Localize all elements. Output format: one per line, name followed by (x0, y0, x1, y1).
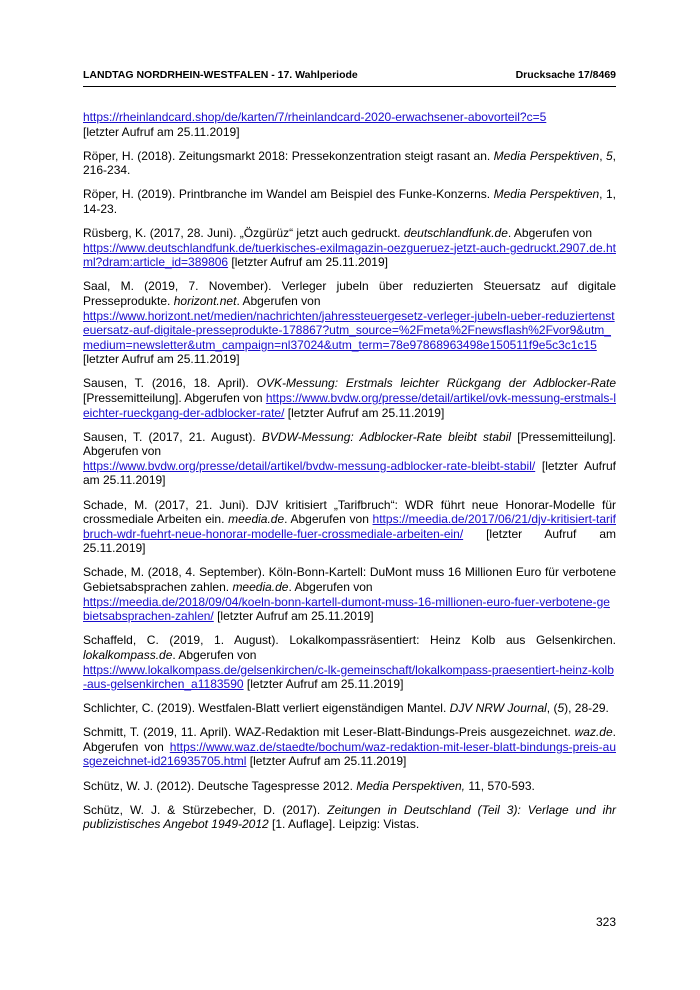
reference-entry (83, 701, 616, 716)
reference-link[interactable]: https://www.waz.de/staedte/bochum/waz-redaktion-mit-leser-blatt-bindungs-preis-ausgezeichnet-id216935705.html (83, 739, 616, 769)
reference-text: [letzter Aufruf am 25.11.2019] (83, 526, 616, 556)
reference-italic-text: Media Perspektiven (493, 187, 600, 202)
reference-italic-text: deutschlandfunk.de (403, 226, 508, 241)
reference-text: [Pressemitteilung]. Abgerufen von (83, 429, 616, 459)
reference-entry (83, 565, 616, 623)
reference-text: , ( (546, 701, 558, 716)
reference-text: . Abgerufen von (236, 293, 321, 308)
reference-text: Röper, H. (2018). Zeitungsmarkt 2018: Pressekonzentration steigt rasant an. (83, 148, 494, 163)
reference-text: [letzter Aufruf am 25.11.2019] (284, 405, 445, 420)
reference-entry (83, 226, 616, 270)
reference-text: . Abgerufen von (284, 512, 373, 527)
reference-text: Schaffeld, C. (2019, 1. August). Lokalkompassräsentiert: Heinz Kolb aus Gelsenkirchen. (83, 633, 616, 648)
reference-italic-text: DJV NRW Journal (449, 701, 547, 716)
reference-italic-text: Zeitungen in Deutschland (Teil 3): Verlage und ihr publizistisches Angebot 1949-2012 (83, 802, 616, 832)
reference-text: [letzter Aufruf am 25.11.2019] (83, 458, 616, 488)
reference-italic-text: OVK-Messung: Erstmals leichter Rückgang der Adblocker-Rate (256, 376, 617, 391)
reference-text: Sausen, T. (2016, 18. April). (83, 376, 257, 391)
reference-entry (83, 498, 616, 556)
reference-text: Schlichter, C. (2019). Westfalen-Blatt verliert eigenständigen Mantel. (83, 701, 450, 716)
reference-link[interactable]: https://meedia.de/2018/09/04/koeln-bonn-kartell-dumont-muss-16-millionen-euro-fuer-verbotene-gebietsabsprachen-zahlen/ (83, 594, 610, 624)
reference-text: [letzter Aufruf am 25.11.2019] (228, 255, 388, 270)
reference-link[interactable]: https://meedia.de/2017/06/21/djv-kritisiert-tarifbruch-wdr-fuehrt-neue-honorar-modelle-fuer-crossmediale-arbeiten-ein/ (83, 512, 616, 541)
document-number: Drucksache 17/8469 (515, 69, 616, 81)
page-header (83, 66, 616, 87)
page-number: 323 (595, 915, 616, 929)
reference-entry (83, 279, 616, 367)
reference-entry (83, 430, 616, 488)
reference-italic-text: Media Perspektiven, (356, 778, 465, 793)
reference-link[interactable]: https://www.bvdw.org/presse/detail/artikel/ovk-messung-erstmals-leichter-rueckgang-der-adblocker-rate/ (83, 391, 616, 420)
reference-text: Schütz, W. J. & Stürzebecher, D. (2017). (83, 802, 328, 817)
reference-text: Schade, M. (2018, 4. September). Köln-Bonn-Kartell: DuMont muss 16 Millionen Euro für verbotene Gebietsabsprachen zahlen. (83, 565, 616, 595)
reference-text: [letzter Aufruf am 25.11.2019] (246, 754, 407, 769)
reference-entry (83, 803, 616, 832)
reference-italic-text: 5 (605, 148, 613, 163)
reference-text: [Pressemitteilung]. Abgerufen von (83, 391, 266, 405)
reference-entry (83, 149, 616, 178)
reference-text: . Abgerufen von (83, 725, 616, 754)
reference-text: , 216-234. (83, 148, 617, 178)
reference-text: 11, 570-593. (465, 778, 535, 793)
reference-entry (83, 110, 616, 139)
reference-list (83, 110, 616, 841)
reference-text: . Abgerufen von (288, 580, 373, 595)
reference-text: , (599, 148, 606, 163)
reference-text: Saal, M. (2019, 7. November). Verleger jubeln über reduzierten Steuersatz auf digitale Presseprodukte. (83, 279, 616, 308)
reference-entry (83, 633, 616, 691)
reference-text: . Abgerufen von (172, 647, 257, 662)
reference-italic-text: meedia.de (232, 580, 289, 595)
reference-italic-text: horizont.net (173, 293, 237, 308)
reference-link[interactable]: https://www.bvdw.org/presse/detail/artikel/bvdw-messung-adblocker-rate-bleibt-stabil/ (83, 458, 536, 473)
reference-link[interactable]: https://www.horizont.net/medien/nachrichten/jahressteuergesetz-verleger-jubeln-ueber-reduziertensteuersatz-auf-digitale-presseprodukte-178867?utm_source=%2Fmeta%2Fnewsflash%2Fvor9&utm_medium=newsletter&utm_campaign=nl37024&utm_term=78e97868963498e150511f9e5c3c1c15 (83, 308, 615, 352)
reference-entry (83, 725, 616, 769)
reference-text: Schütz, W. J. (2012). Deutsche Tagespresse 2012. (83, 778, 357, 793)
reference-text: . Abgerufen von (507, 226, 592, 241)
header-title: LANDTAG NORDRHEIN-WESTFALEN - 17. Wahlperiode (83, 69, 358, 81)
reference-text: , 1, 14-23. (83, 187, 617, 216)
reference-italic-text: 5 (557, 701, 565, 716)
reference-text: [letzter Aufruf am 25.11.2019] (83, 124, 240, 139)
reference-text: Sausen, T. (2017, 21. August). (83, 429, 262, 444)
reference-italic-text: lokalkompass.de (83, 647, 173, 662)
reference-entry (83, 376, 616, 420)
reference-text: [letzter Aufruf am 25.11.2019] (213, 609, 374, 624)
reference-link[interactable]: https://www.lokalkompass.de/gelsenkirchen/c-lk-gemeinschaft/lokalkompass-praesentiert-heinz-kolb-aus-gelsenkirchen_a1183590 (83, 662, 614, 692)
reference-text: [1. Auflage]. Leipzig: Vistas. (268, 817, 420, 832)
reference-italic-text: waz.de (574, 725, 613, 740)
reference-italic-text: Media Perspektiven (493, 148, 600, 163)
reference-italic-text: meedia.de (228, 512, 285, 527)
reference-text: [letzter Aufruf am 25.11.2019] (83, 352, 240, 367)
reference-text: Rüsberg, K. (2017, 28. Juni). „Özgürüz“ jetzt auch gedruckt. (83, 226, 404, 241)
reference-text: ), 28-29. (564, 701, 609, 716)
reference-text: Schmitt, T. (2019, 11. April). WAZ-Redaktion mit Leser-Blatt-Bindungs-Preis ausgezeichnet. (83, 725, 575, 740)
reference-entry (83, 187, 616, 216)
reference-italic-text: BVDW-Messung: Adblocker-Rate bleibt stabil (261, 429, 512, 444)
reference-text: Röper, H. (2019). Printbranche im Wandel am Beispiel des Funke-Konzerns. (83, 187, 494, 202)
reference-text: [letzter Aufruf am 25.11.2019] (243, 677, 404, 692)
reference-text: Schade, M. (2017, 21. Juni). DJV kritisiert „Tarifbruch“: WDR führt neue Honorar-Modelle für crossmediale Arbeiten ein. (83, 497, 616, 527)
reference-entry (83, 779, 616, 794)
reference-link[interactable]: https://rheinlandcard.shop/de/karten/7/rheinlandcard-2020-erwachsener-abovorteil?c=5 (83, 110, 547, 124)
reference-link[interactable]: https://www.deutschlandfunk.de/tuerkisches-exilmagazin-oezgueruez-jetzt-auch-gedruckt.2907.de.html?dram:article_id=389806 (83, 240, 616, 270)
